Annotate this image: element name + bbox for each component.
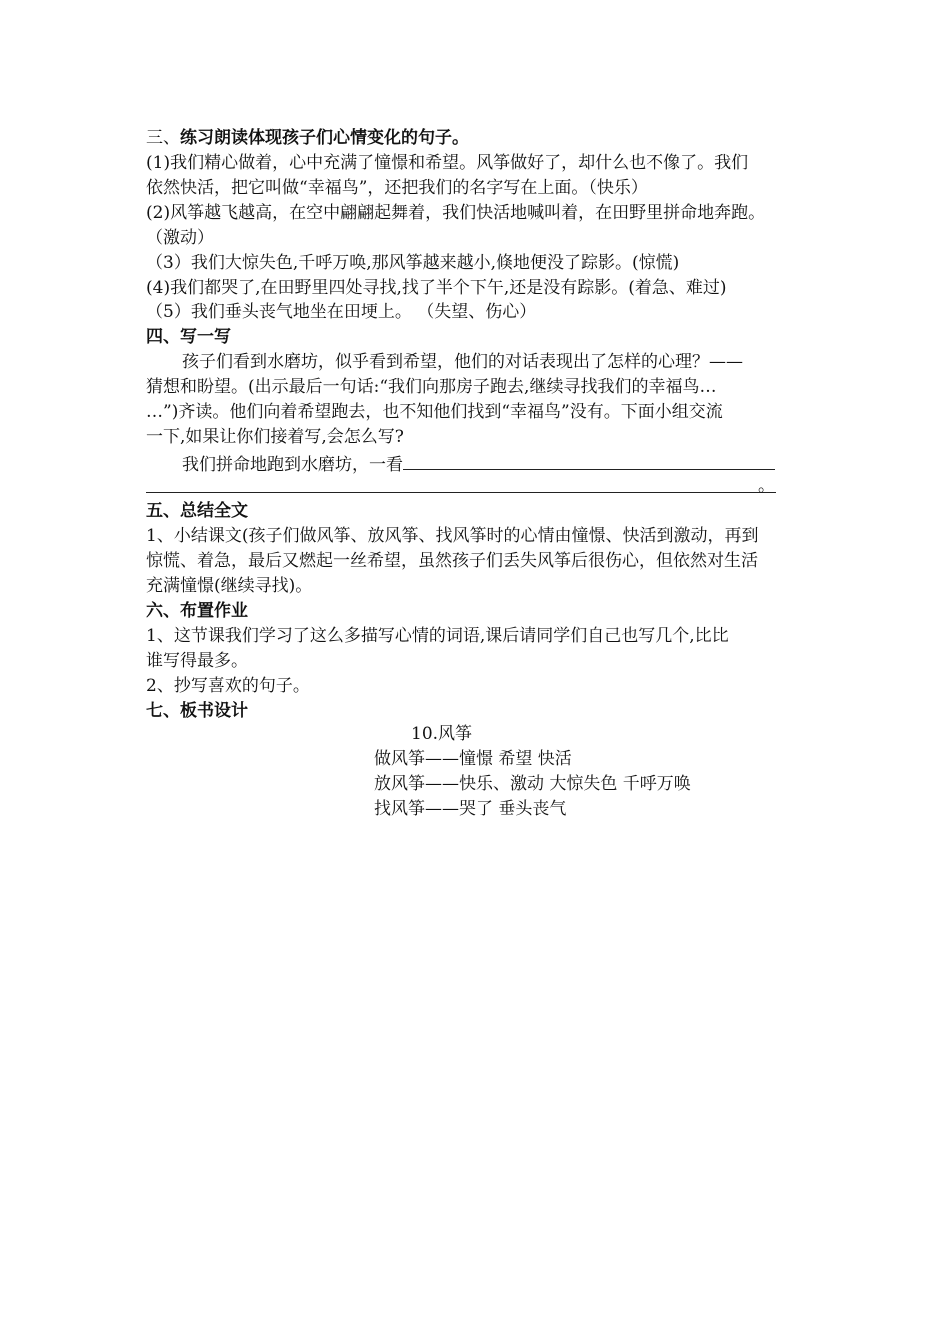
section4-line-1: 孩子们看到水磨坊，似乎看到希望，他们的对话表现出了怎样的心理？—— bbox=[182, 352, 743, 372]
section3-line-7: （5）我们垂头丧气地坐在田埂上。 （失望、伤心） bbox=[146, 302, 537, 322]
section5-line-1: 1、小结课文(孩子们做风筝、放风筝、找风筝时的心情由憧憬、快活到激动，再到 bbox=[146, 526, 759, 546]
section3-line-6: (4)我们都哭了,在田野里四处寻找,找了半个下午,还是没有踪影。(着急、难过) bbox=[146, 278, 727, 298]
section6-heading: 六、布置作业 bbox=[146, 601, 248, 621]
board-title: 10.风筝 bbox=[411, 724, 473, 744]
board-line-1: 做风筝——憧憬 希望 快活 bbox=[374, 749, 572, 769]
section3-line-3: (2)风筝越飞越高，在空中翩翩起舞着，我们快活地喊叫着，在田野里拼命地奔跑。 bbox=[146, 203, 766, 223]
board-line-3: 找风筝——哭了 垂头丧气 bbox=[374, 799, 567, 819]
section3-line-2: 依然快活，把它叫做“幸福鸟”，还把我们的名字写在上面。（快乐） bbox=[146, 178, 648, 198]
section6-line-3: 2、抄写喜欢的句子。 bbox=[146, 676, 310, 696]
board-line-2: 放风筝——快乐、激动 大惊失色 千呼万唤 bbox=[374, 774, 691, 794]
write-end-period: 。 bbox=[758, 476, 775, 496]
section4-write-line bbox=[182, 451, 775, 477]
section7-heading: 七、板书设计 bbox=[146, 701, 248, 721]
write-blank-1[interactable] bbox=[403, 451, 775, 470]
section4-line-2: 猜想和盼望。(出示最后一句话:“我们向那房子跑去,继续寻找我们的幸福鸟… bbox=[146, 377, 717, 397]
section3-line-5: （3）我们大惊失色,千呼万唤,那风筝越来越小,倏地便没了踪影。(惊慌) bbox=[146, 253, 680, 273]
section3-line-4: （激动） bbox=[146, 228, 214, 248]
section5-heading: 五、总结全文 bbox=[146, 501, 248, 521]
write-blank-2[interactable] bbox=[146, 492, 776, 493]
section5-line-3: 充满憧憬(继续寻找)。 bbox=[146, 576, 313, 596]
section4-line-4: 一下,如果让你们接着写,会怎么写? bbox=[146, 427, 404, 447]
section4-line-3: …”)齐读。他们向着希望跑去，也不知他们找到“幸福鸟”没有。下面小组交流 bbox=[146, 402, 723, 422]
section3-prefix: 三、 bbox=[146, 128, 180, 148]
section6-line-1: 1、这节课我们学习了这么多描写心情的词语,课后请同学们自己也写几个,比比 bbox=[146, 626, 729, 646]
section4-heading: 四、写一写 bbox=[146, 327, 231, 347]
section6-line-2: 谁写得最多。 bbox=[146, 651, 248, 671]
section3-title: 练习朗读体现孩子们心情变化的句子。 bbox=[180, 128, 469, 148]
section5-line-2: 惊慌、着急，最后又燃起一丝希望，虽然孩子们丢失风筝后很伤心，但依然对生活 bbox=[146, 551, 758, 571]
write-prompt: 我们拼命地跑到水磨坊，一看 bbox=[182, 455, 403, 475]
section3-line-1: (1)我们精心做着，心中充满了憧憬和希望。风筝做好了，却什么也不像了。我们 bbox=[146, 153, 749, 173]
section3-heading bbox=[146, 126, 469, 150]
